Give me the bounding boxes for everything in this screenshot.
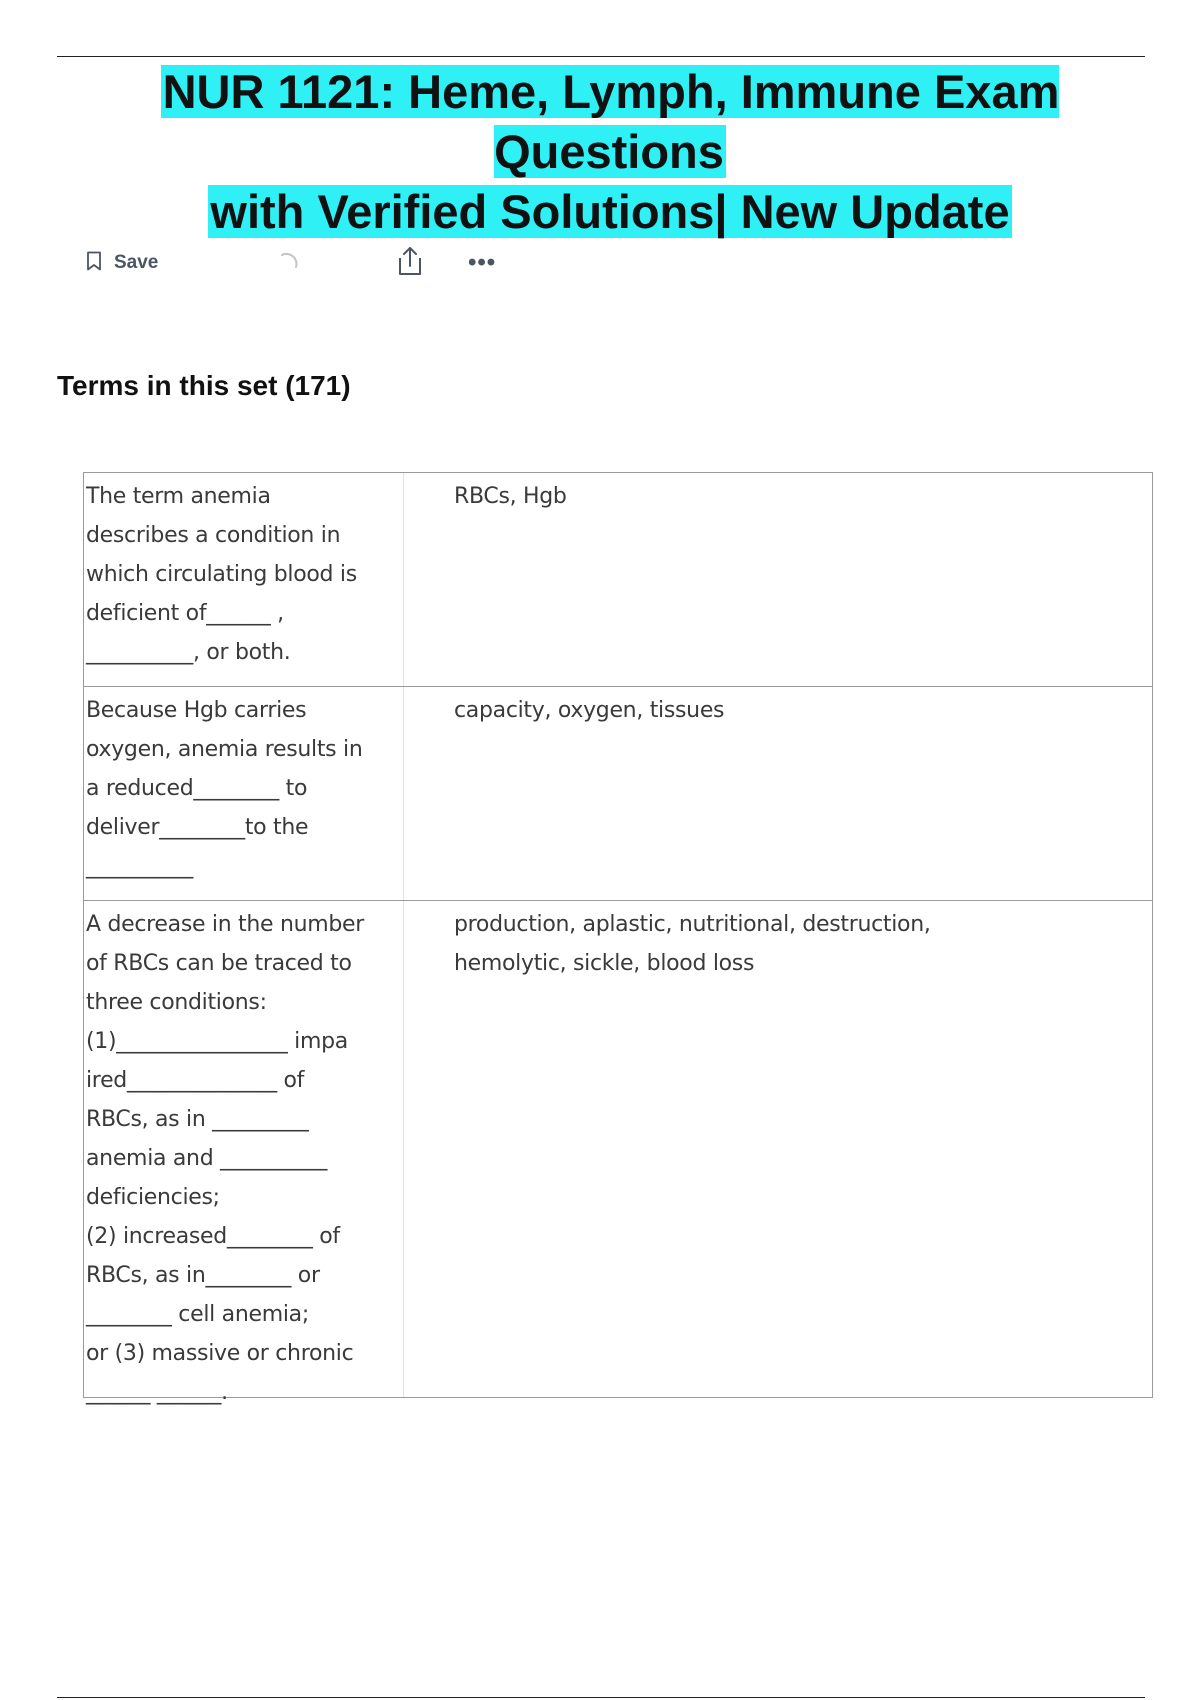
terms-heading: Terms in this set (171) (57, 370, 351, 401)
definition-text: capacity, oxygen, tissues (454, 698, 725, 723)
title-line-2: with Verified Solutions| New Update (210, 185, 1010, 238)
term-card (84, 900, 1152, 1405)
loading-spinner-icon (276, 246, 300, 280)
top-rule (57, 56, 1145, 57)
share-icon (396, 245, 424, 282)
terms-table (83, 472, 1153, 1405)
bottom-rule (57, 1697, 1145, 1698)
definition-text: production, aplastic, nutritional, destruction, hemolytic, sickle, blood loss (454, 912, 931, 976)
term-text: Because Hgb carries oxygen, anemia results in a reduced________ to deliver________to the __________ (84, 687, 404, 900)
save-button[interactable] (86, 246, 158, 280)
more-options-button[interactable] (468, 246, 496, 280)
term-card (84, 686, 1152, 900)
share-button[interactable] (396, 246, 424, 280)
term-text: The term anemia describes a condition in which circulating blood is deficient of______ , __________, or both. (84, 473, 404, 686)
title-line-1: NUR 1121: Heme, Lymph, Immune Exam Questions (162, 65, 1060, 178)
save-label: Save (114, 252, 159, 273)
action-toolbar (86, 246, 586, 280)
page-title (40, 62, 1180, 242)
more-icon: ••• (468, 249, 497, 276)
bookmark-icon (86, 251, 102, 276)
term-card (84, 473, 1152, 686)
term-text: A decrease in the number of RBCs can be traced to three conditions: (1)________________ impa ired______________ of RBCs, as in _________ anemia and __________ deficiencies; (2) increased________ of RBCs, as in________ or ________ cell anemia; or (3) massive or chronic ______ ______. (84, 901, 404, 1397)
definition-text: RBCs, Hgb (454, 484, 567, 509)
